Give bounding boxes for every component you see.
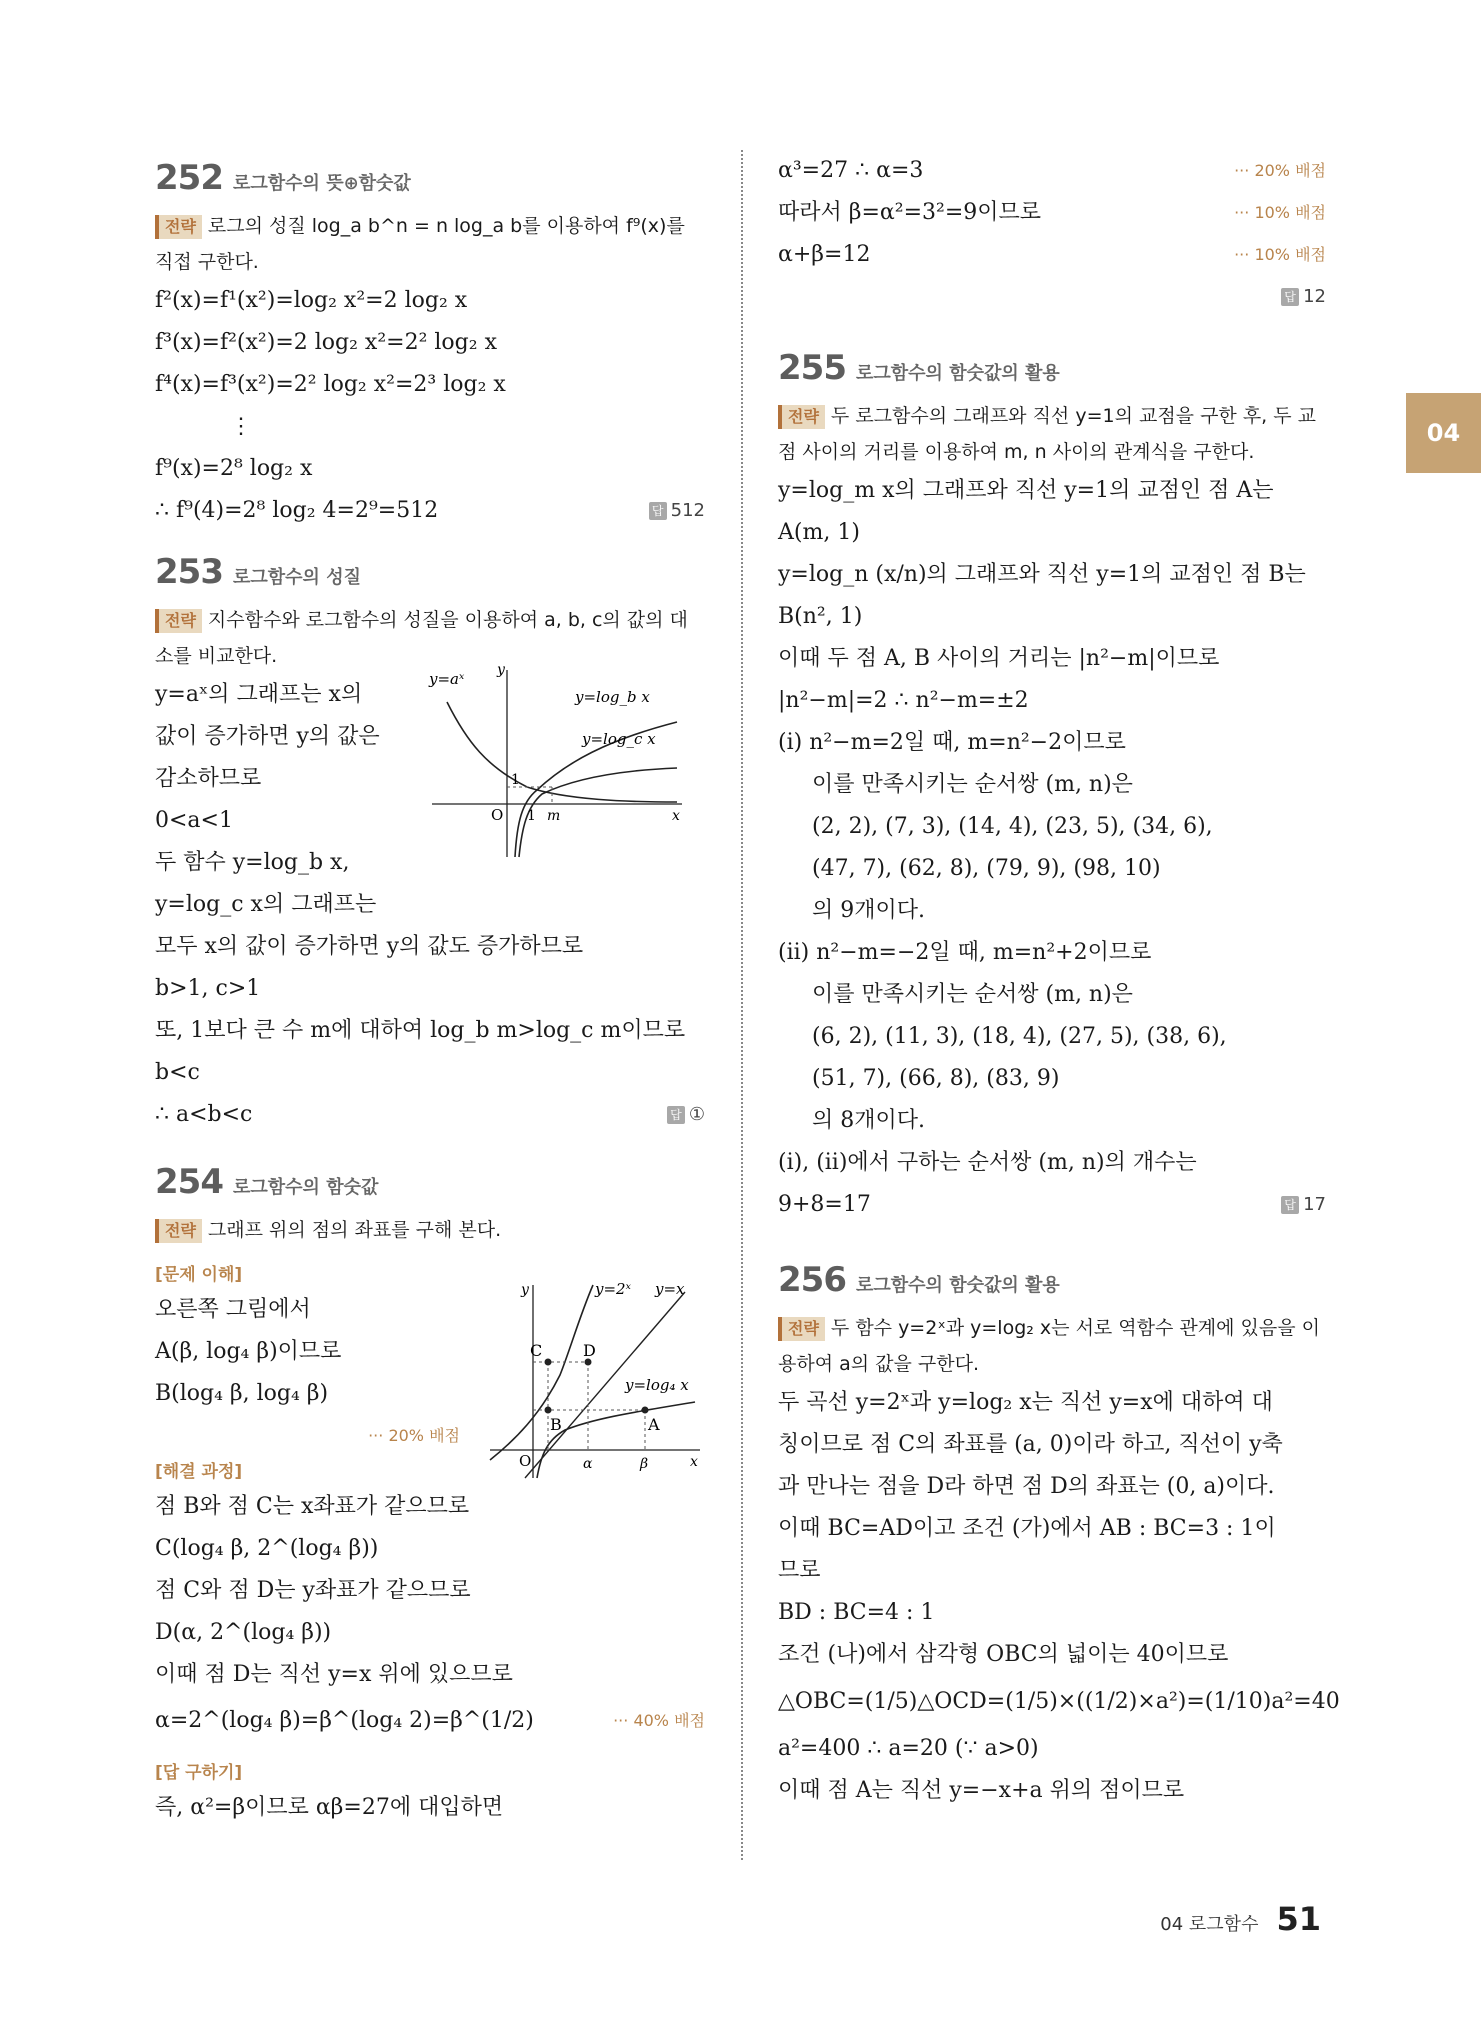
solution-line: 칭이므로 점 C의 좌표를 (a, 0)이라 하고, 직선이 y축 <box>778 1432 1283 1457</box>
score: ··· 40% 배점 <box>613 1711 705 1730</box>
solution-line: 값이 증가하면 y의 값은 <box>155 724 380 749</box>
strategy-text: 지수함수와 로그함수의 성질을 이용하여 a, b, c의 값의 대소를 비교한다. <box>155 609 688 667</box>
section-label: [답 구하기] <box>155 1763 243 1783</box>
solution-line: 이때 두 점 A, B 사이의 거리는 |n²−m|이므로 <box>778 646 1220 671</box>
answer-label: 답 <box>1281 1196 1299 1214</box>
problem-title: 로그함수의 함숫값 <box>232 1177 379 1198</box>
column-divider <box>741 150 743 1860</box>
solution-line: 조건 (나)에서 삼각형 OBC의 넓이는 40이므로 <box>778 1642 1229 1667</box>
problem-254 <box>155 1162 705 1829</box>
solution-line: △OBC=(1/5)△OCD=(1/5)×((1/2)×a²)=(1/10)a²=40 <box>778 1689 1340 1714</box>
solution-line: b>1, c>1 <box>155 976 261 1001</box>
solution-line: y=log_c x의 그래프는 <box>155 892 377 917</box>
page-footer <box>1160 1900 1321 1938</box>
strategy <box>155 1212 705 1248</box>
x-axis-label: x <box>672 808 680 824</box>
answer-value: 12 <box>1303 286 1326 307</box>
strategy-text: 두 함수 y=2ˣ과 y=log₂ x는 서로 역함수 관계에 있음을 이용하여 a의 값을 구한다. <box>778 1317 1320 1375</box>
label-D: D <box>583 1341 596 1360</box>
answer <box>1281 1184 1326 1226</box>
solution-text: ∴ a<b<c <box>155 1102 253 1127</box>
label-B: B <box>550 1415 562 1434</box>
problem-number: 254 <box>155 1162 223 1202</box>
strategy-text: 로그의 성질 log_a b^n = n log_a b를 이용하여 f⁹(x)를 직접 구한다. <box>155 215 685 273</box>
problem-title: 로그함수의 뜻⊕함숫값 <box>232 173 411 194</box>
solution-text: α+β=12 <box>778 242 871 267</box>
problem-253 <box>155 552 705 1136</box>
problem-255 <box>778 348 1326 1226</box>
problem-254-continued <box>778 150 1326 318</box>
solution-line: 오른쪽 그림에서 <box>155 1297 311 1322</box>
solution-line <box>155 490 705 532</box>
problem-title: 로그함수의 성질 <box>232 567 361 588</box>
log-b-label: y=log_b x <box>575 688 650 706</box>
label-C: C <box>530 1341 543 1360</box>
exp-label: y=2ˣ <box>595 1280 631 1298</box>
alpha-label: α <box>583 1456 593 1472</box>
solution-line: 점 B와 점 C는 x좌표가 같으므로 <box>155 1494 470 1519</box>
score: ··· 20% 배점 <box>368 1426 460 1445</box>
log-c-label: y=log_c x <box>582 730 656 748</box>
x-one-label: 1 <box>527 808 536 824</box>
label-A: A <box>648 1415 660 1434</box>
answer-value: 17 <box>1303 1194 1326 1215</box>
solution-line: 또, 1보다 큰 수 m에 대하여 log_b m>log_c m이므로 <box>155 1018 686 1043</box>
answer <box>649 490 705 532</box>
solution-line: (6, 2), (11, 3), (18, 4), (27, 5), (38, 6), <box>812 1024 1227 1049</box>
strategy-tag: 전략 <box>155 215 202 239</box>
line-label: y=x <box>655 1280 685 1298</box>
log-label: y=log₄ x <box>625 1376 689 1394</box>
solution-line: |n²−m|=2 ∴ n²−m=±2 <box>778 688 1029 713</box>
answer <box>667 1094 705 1136</box>
score: ··· 10% 배점 <box>1234 245 1326 264</box>
solution-line: b<c <box>155 1060 200 1085</box>
solution-line <box>778 192 1326 234</box>
strategy-tag: 전략 <box>778 1317 825 1341</box>
solution-line: A(m, 1) <box>778 520 860 545</box>
solution-line: f⁹(x)=2⁸ log₂ x <box>155 456 313 481</box>
solution-line: (47, 7), (62, 8), (79, 9), (98, 10) <box>812 856 1161 881</box>
solution-line: (ii) n²−m=−2일 때, m=n²+2이므로 <box>778 940 1152 965</box>
answer-label: 답 <box>667 1106 685 1124</box>
score: ··· 20% 배점 <box>1234 161 1326 180</box>
point-B <box>545 1407 552 1414</box>
left-column <box>155 150 705 1829</box>
y-one-label: 1 <box>511 772 520 788</box>
m-label: m <box>547 808 561 824</box>
exp-curve <box>490 1285 593 1460</box>
solution-text: 따라서 β=α²=3²=9이므로 <box>778 200 1042 225</box>
origin-label: O <box>491 806 504 824</box>
answer-line <box>778 276 1326 318</box>
problem-number: 256 <box>778 1260 846 1300</box>
solution-line: 이를 만족시키는 순서쌍 (m, n)은 <box>812 982 1133 1007</box>
solution-line: 이를 만족시키는 순서쌍 (m, n)은 <box>812 772 1133 797</box>
chapter-tab: 04 <box>1406 393 1481 473</box>
right-column <box>778 150 1340 1812</box>
solution-line: 두 함수 y=log_b x, <box>155 850 350 875</box>
solution-line: (i), (ii)에서 구하는 순서쌍 (m, n)의 개수는 <box>778 1150 1197 1175</box>
solution-line: 이때 점 A는 직선 y=−x+a 위의 점이므로 <box>778 1778 1185 1803</box>
section-label: [해결 과정] <box>155 1462 243 1482</box>
answer-label: 답 <box>649 502 667 520</box>
solution-line <box>778 150 1326 192</box>
solution-line: 과 만나는 점을 D라 하면 점 D의 좌표는 (0, a)이다. <box>778 1474 1275 1499</box>
problem-number: 253 <box>155 552 223 592</box>
problem-252 <box>155 158 705 532</box>
solution-line: f²(x)=f¹(x²)=log₂ x²=2 log₂ x <box>155 288 468 313</box>
solution-line: 이때 점 D는 직선 y=x 위에 있으므로 <box>155 1662 513 1687</box>
solution-line: B(n², 1) <box>778 604 863 629</box>
strategy-tag: 전략 <box>778 405 825 429</box>
solution-text: α³=27 ∴ α=3 <box>778 158 924 183</box>
solution-text: ∴ f⁹(4)=2⁸ log₂ 4=2⁹=512 <box>155 498 439 523</box>
solution-line: y=log_n (x/n)의 그래프와 직선 y=1의 교점인 점 B는 <box>778 562 1306 587</box>
solution-line: 즉, α²=β이므로 αβ=27에 대입하면 <box>155 1795 504 1820</box>
answer-value: 512 <box>670 500 705 521</box>
solution-line: (i) n²−m=2일 때, m=n²−2이므로 <box>778 730 1126 755</box>
solution-line: 점 C와 점 D는 y좌표가 같으므로 <box>155 1578 471 1603</box>
solution-line: 의 9개이다. <box>812 898 925 923</box>
log-curve <box>537 1402 695 1478</box>
page-number: 51 <box>1276 1900 1321 1938</box>
solution-line: 감소하므로 <box>155 766 262 791</box>
solution-line: (51, 7), (66, 8), (83, 9) <box>812 1066 1060 1091</box>
problem-number: 252 <box>155 158 223 198</box>
point-C <box>545 1359 552 1366</box>
solution-line: 의 8개이다. <box>812 1108 925 1133</box>
solution-line: f³(x)=f²(x²)=2 log₂ x²=2² log₂ x <box>155 330 497 355</box>
answer <box>1281 276 1326 318</box>
solution-line: (2, 2), (7, 3), (14, 4), (23, 5), (34, 6), <box>812 814 1213 839</box>
y-axis-label: y <box>521 1282 529 1298</box>
solution-line: ⋮ <box>230 414 252 439</box>
answer-value: ① <box>688 1104 705 1125</box>
solution-line <box>778 234 1326 276</box>
solution-line: 므로 <box>778 1558 821 1583</box>
solution-line: B(log₄ β, log₄ β) <box>155 1381 329 1406</box>
strategy <box>778 1310 1326 1382</box>
solution-line: BD : BC=4 : 1 <box>778 1600 935 1625</box>
problem-title: 로그함수의 함숫값의 활용 <box>855 1275 1060 1296</box>
solution-line: 두 곡선 y=2ˣ과 y=log₂ x는 직선 y=x에 대하여 대 <box>778 1390 1273 1415</box>
solution-line: y=aˣ의 그래프는 x의 <box>155 682 363 707</box>
problem-number: 255 <box>778 348 846 388</box>
strategy <box>155 208 705 280</box>
origin-label: O <box>519 1452 532 1470</box>
solution-line: y=log_m x의 그래프와 직선 y=1의 교점인 점 A는 <box>778 478 1274 503</box>
solution-line: A(β, log₄ β)이므로 <box>155 1339 342 1364</box>
solution-line: 모두 x의 값이 증가하면 y의 값도 증가하므로 <box>155 934 584 959</box>
problem-title: 로그함수의 함숫값의 활용 <box>855 363 1060 384</box>
solution-line: 이때 BC=AD이고 조건 (가)에서 AB : BC=3 : 1이 <box>778 1516 1276 1541</box>
solution-line <box>155 1696 705 1746</box>
solution-line: D(α, 2^(log₄ β)) <box>155 1620 332 1645</box>
chapter-name: 04 로그함수 <box>1160 1914 1259 1935</box>
solution-text: 9+8=17 <box>778 1192 871 1217</box>
strategy-text: 그래프 위의 점의 좌표를 구해 본다. <box>207 1219 502 1241</box>
y-axis-label: y <box>497 662 505 678</box>
solution-line: 0<a<1 <box>155 808 233 833</box>
solution-line <box>155 1094 705 1136</box>
problem-256 <box>778 1260 1340 1812</box>
exp-curve <box>447 702 677 802</box>
answer-label: 답 <box>1281 288 1299 306</box>
strategy-text: 두 로그함수의 그래프와 직선 y=1의 교점을 구한 후, 두 교점 사이의 거리를 이용하여 m, n 사이의 관계식을 구한다. <box>778 405 1317 463</box>
log-c-curve <box>519 768 677 857</box>
log-graph-253 <box>427 662 687 862</box>
solution-line: C(log₄ β, 2^(log₄ β)) <box>155 1536 379 1561</box>
exp-label: y=aˣ <box>429 670 465 688</box>
solution-line <box>778 1184 1326 1226</box>
score: ··· 10% 배점 <box>1234 203 1326 222</box>
section-label: [문제 이해] <box>155 1265 243 1285</box>
beta-label: β <box>640 1456 649 1472</box>
strategy-tag: 전략 <box>155 1219 202 1243</box>
solution-text: α=2^(log₄ β)=β^(log₄ 2)=β^(1/2) <box>155 1708 534 1733</box>
strategy-tag: 전략 <box>155 609 202 633</box>
solution-line: a²=400 ∴ a=20 (∵ a>0) <box>778 1736 1039 1761</box>
point-A <box>642 1407 649 1414</box>
x-axis-label: x <box>690 1454 698 1470</box>
solution-line: f⁴(x)=f³(x²)=2² log₂ x²=2³ log₂ x <box>155 372 506 397</box>
log-graph-254 <box>485 1280 705 1480</box>
strategy <box>778 398 1326 470</box>
